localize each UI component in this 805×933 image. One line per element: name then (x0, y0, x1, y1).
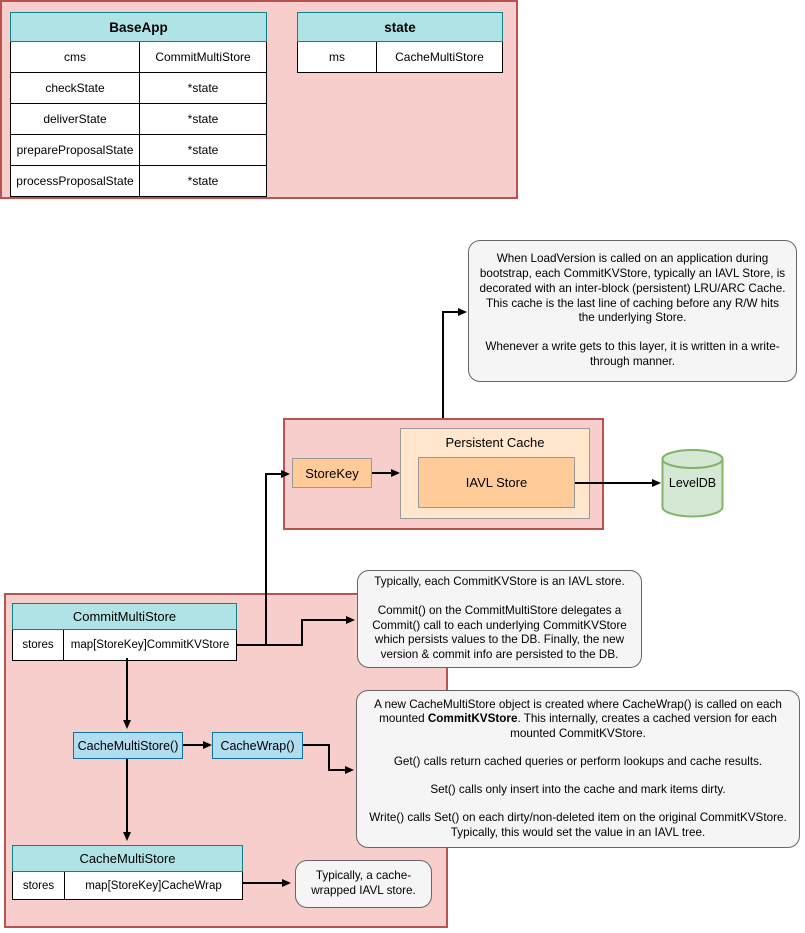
note-paragraph: When LoadVersion is called on an application during bootstrap, each CommitKVStore, typically an IAVL Store, is decorated with an inter-block (persistent) LRU/ARC Cache. This cache is the last line of caching before any R/W hits the underlying Store. (479, 252, 786, 325)
arrowhead-to-cachetable (123, 832, 131, 841)
cache-wrap-fn-box: CacheWrap() (212, 732, 303, 759)
commit-multi-store-table (12, 603, 237, 661)
arrowhead-fn-to-cachewrap (203, 741, 212, 749)
table-cell: *state (187, 174, 219, 188)
store-key-box: StoreKey (292, 458, 372, 488)
table-cell: CacheMultiStore (395, 50, 484, 64)
note-text-segment-bold: CommitKVStore (427, 712, 518, 726)
note-paragraph: Write() calls Set() on each dirty/non-deleted item on the original CommitKVStore. Typically, this would set the value in an IAVL tree. (369, 811, 787, 839)
commit-delegation-note (357, 570, 642, 668)
note-paragraph: Typically, a cache-wrapped IAVL store. (311, 869, 416, 897)
state-table (297, 12, 503, 73)
cache-wrapped-note (295, 860, 432, 908)
state-table-title: state (297, 12, 503, 42)
arrowhead-cachetable-to-note (282, 879, 291, 887)
arrowhead-to-storekey (281, 470, 290, 478)
note-paragraph: Commit() on the CommitMultiStore delegates a Commit() call to each underlying CommitKVStore which persists values to the DB. Finally, the new version & commit info are persisted to the DB. (372, 603, 627, 662)
table-row (11, 135, 266, 166)
table-cell: map[StoreKey]CacheWrap (85, 879, 222, 892)
note-text-segment: . This internally, creates a cached version for each mounted CommitKVStore. (510, 712, 777, 740)
table-row (11, 166, 266, 196)
connector-cachewrap-to-note-line (303, 744, 330, 746)
table-cell: CommitMultiStore (155, 50, 251, 64)
connector-stores-trunk-line (237, 644, 303, 646)
connector-fn-to-cachewrap-line (183, 744, 203, 746)
cache-multi-store-title: CacheMultiStore (12, 845, 243, 872)
baseapp-table (10, 12, 267, 197)
table-row (13, 872, 242, 899)
table-cell: stores (13, 630, 64, 660)
table-row (13, 630, 236, 660)
iavl-store-box: IAVL Store (418, 457, 575, 508)
connector-fn-to-cachetable-line (126, 759, 128, 832)
connector-cachewrap-to-note-line (328, 769, 345, 771)
table-row (298, 42, 502, 72)
arrowhead-iavl-to-leveldb (652, 479, 661, 487)
note-paragraph: Whenever a write gets to this layer, it is written in a write-through manner. (485, 340, 780, 368)
baseapp-table-title: BaseApp (10, 12, 267, 42)
connector-to-storekey-line (265, 473, 267, 645)
note-paragraph: Get() calls return cached queries or perform lookups and cache results. (393, 754, 763, 768)
connector-storekey-to-cache-line (372, 472, 391, 474)
arrowhead-cachewrap-to-note (345, 766, 354, 774)
connector-to-loadversion-note-line (442, 311, 458, 313)
leveldb-label: LevelDB (668, 476, 717, 490)
commit-multi-store-body (12, 630, 237, 661)
table-cell: cms (11, 42, 140, 72)
table-cell: *state (187, 81, 219, 95)
connector-to-loadversion-note-line (442, 312, 444, 418)
connector-iavl-to-leveldb-line (575, 482, 652, 484)
arrowhead-to-loadversion-note (458, 308, 467, 316)
note-text-segment: A new CacheMultiStore object is created where CacheWrap() is called on each mounted (374, 698, 782, 726)
note-paragraph: Set() calls only insert into the cache and mark items dirty. (430, 783, 726, 797)
connector-to-commit-note-line (301, 619, 303, 646)
note-paragraph: Typically, each CommitKVStore is an IAVL store. (374, 575, 625, 589)
commit-multi-store-title: CommitMultiStore (12, 603, 237, 630)
note-paragraph (367, 698, 789, 741)
persistent-cache-title: Persistent Cache (445, 435, 545, 450)
connector-to-storekey-line (265, 473, 281, 475)
connector-to-commit-note-line (301, 619, 346, 621)
table-cell: deliverState (11, 104, 140, 134)
table-cell: *state (187, 143, 219, 157)
cache-multi-store-table (12, 845, 243, 900)
connector-table-to-cachemultistorefn-line (126, 658, 128, 720)
table-row (11, 42, 266, 73)
table-row (11, 73, 266, 104)
arrowhead-to-cachemultistorefn (123, 720, 131, 729)
connector-cachewrap-to-note-line (328, 744, 330, 771)
table-row (11, 104, 266, 135)
table-cell: *state (187, 112, 219, 126)
leveldb-cylinder (660, 448, 725, 519)
table-cell: stores (13, 872, 65, 899)
cache-wrap-note (356, 690, 800, 848)
table-cell: ms (298, 42, 377, 72)
arrowhead-to-commit-note (346, 616, 355, 624)
table-cell: prepareProposalState (11, 135, 140, 165)
table-cell: processProposalState (11, 166, 140, 196)
connector-cachetable-to-note-line (243, 882, 282, 884)
cache-multi-store-fn-box: CacheMultiStore() (73, 732, 183, 759)
load-version-note (468, 240, 797, 382)
state-table-body (297, 42, 503, 73)
cache-multi-store-body (12, 872, 243, 900)
baseapp-table-body (10, 42, 267, 197)
arrowhead-storekey-to-cache (391, 469, 400, 477)
table-cell: checkState (11, 73, 140, 103)
table-cell: map[StoreKey]CommitKVStore (70, 639, 230, 651)
